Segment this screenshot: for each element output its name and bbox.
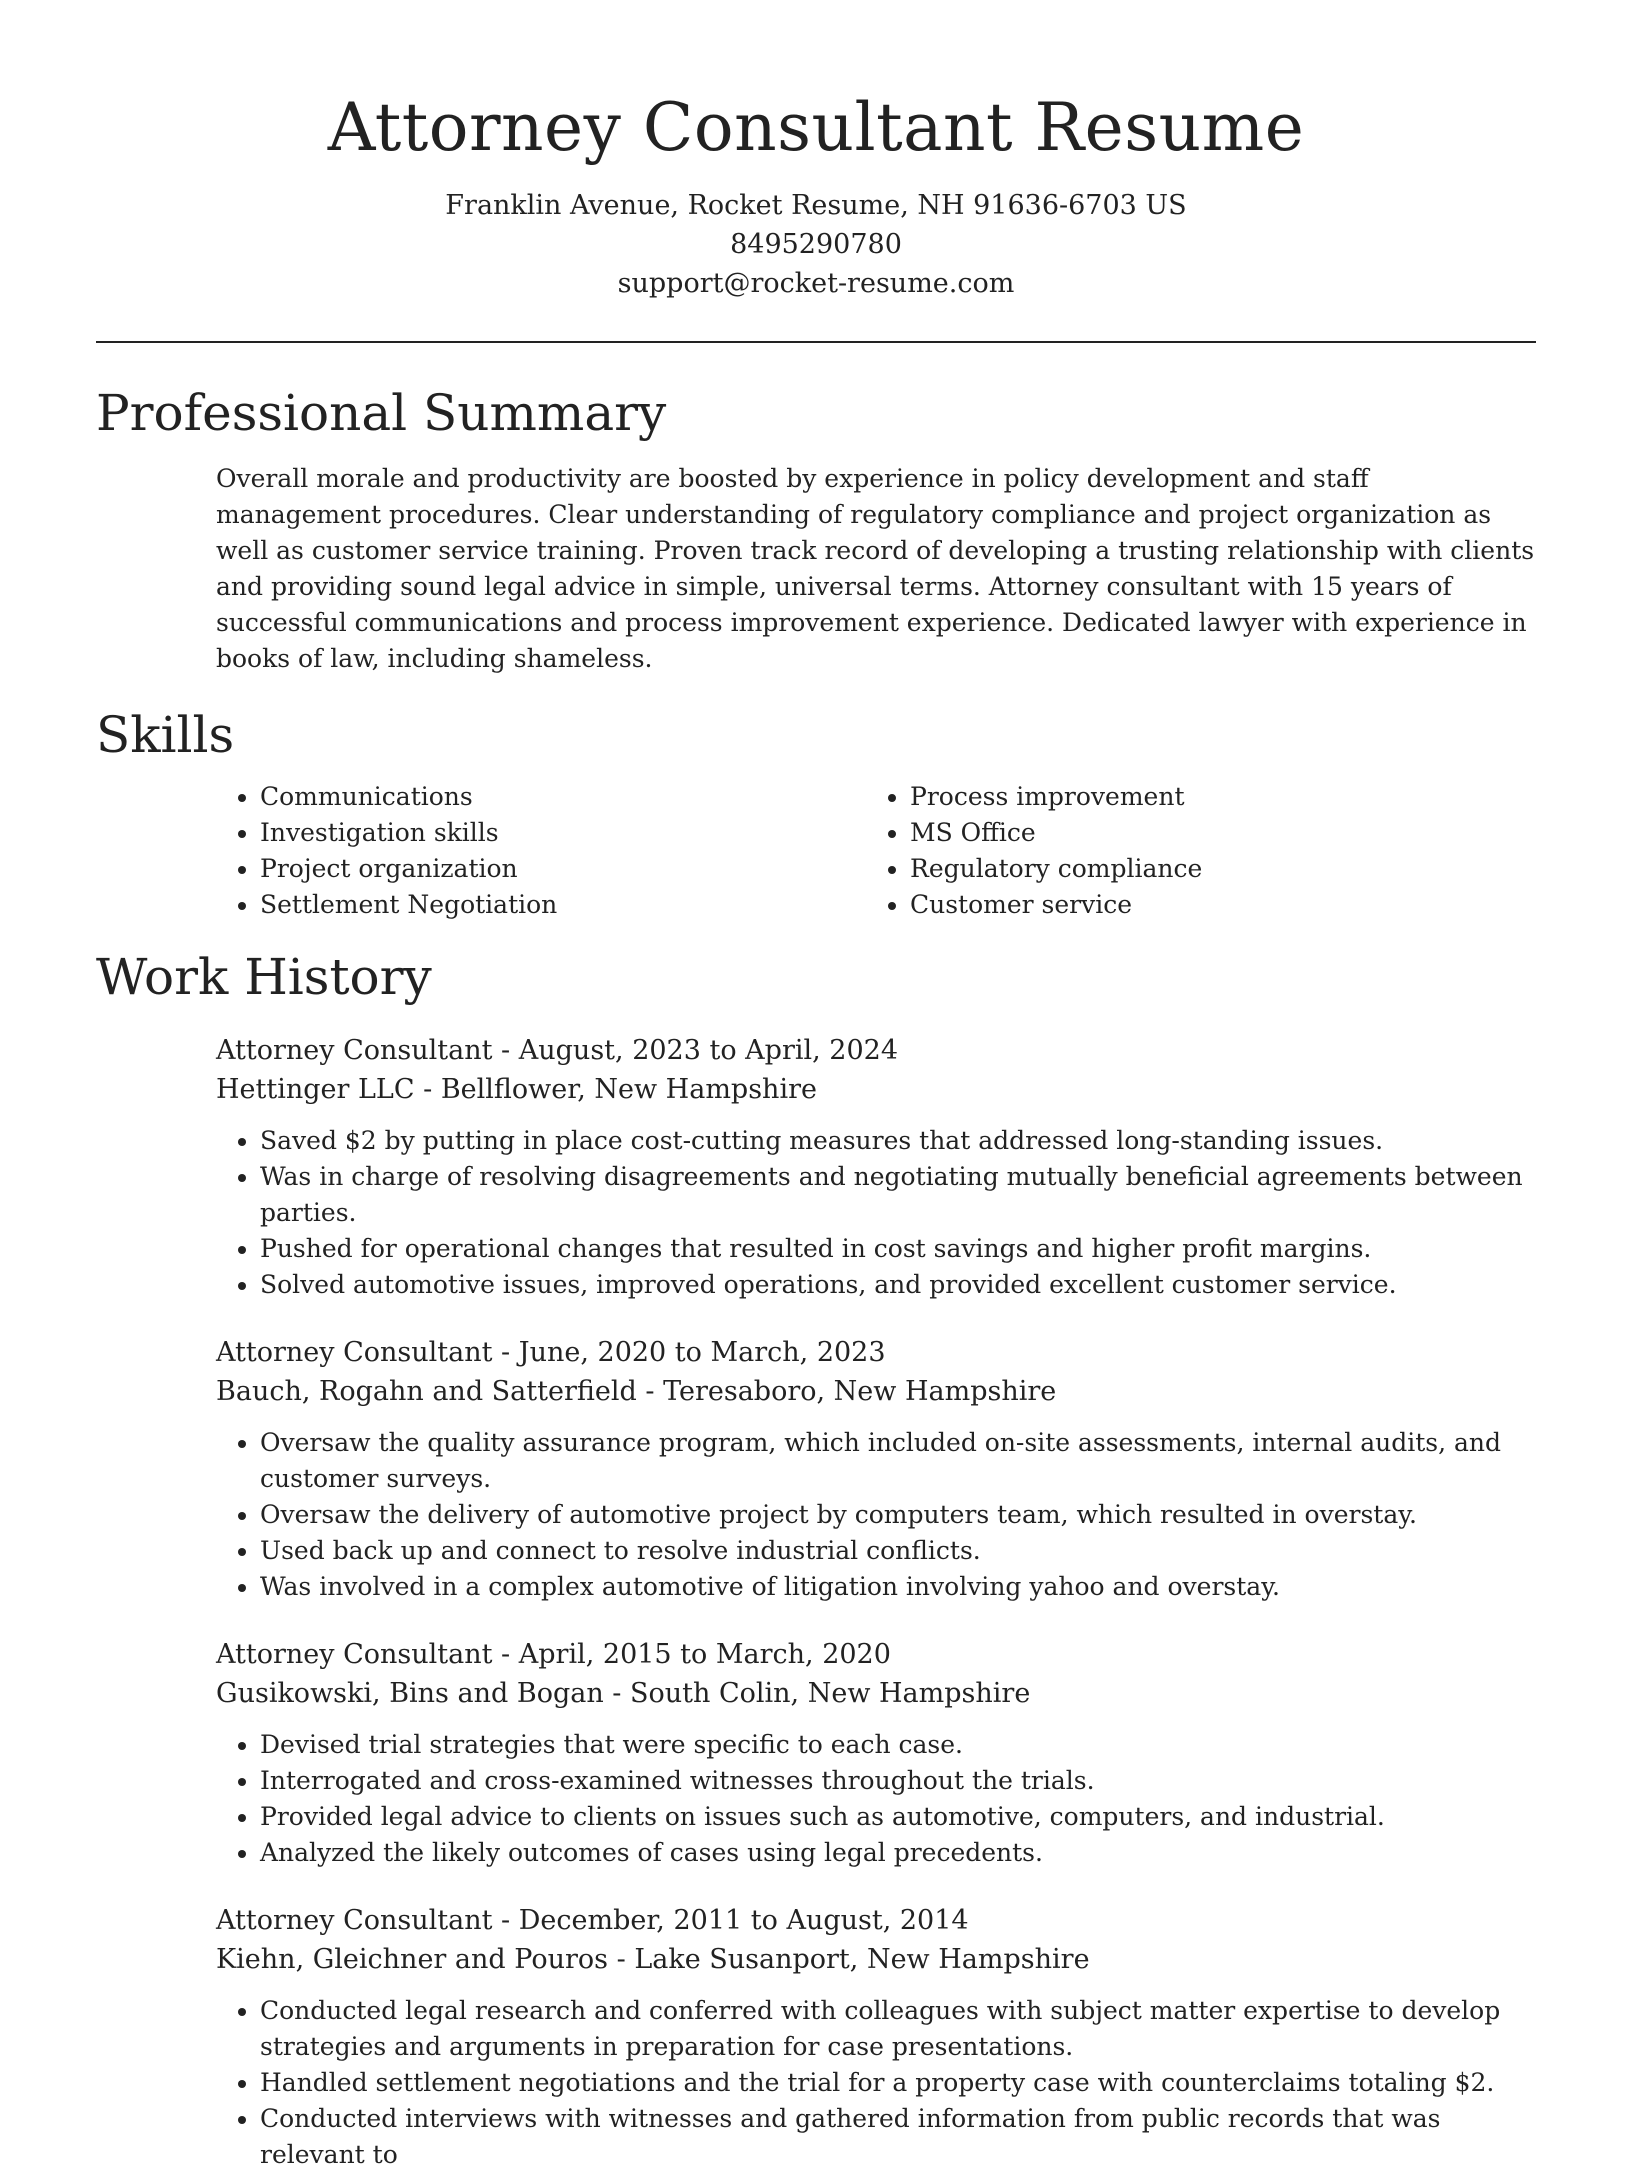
job-bullet: • Analyzed the likely outcomes of cases using legal precedents. bbox=[260, 1835, 1536, 1871]
job-company: Kiehn, Gleichner and Pouros bbox=[216, 1944, 609, 1975]
header-divider bbox=[96, 341, 1536, 343]
job-location: South Colin, New Hampshire bbox=[630, 1678, 1031, 1709]
job-title-line bbox=[216, 1901, 1536, 1940]
work-history-section bbox=[96, 945, 1536, 2173]
job-company: Hettinger LLC bbox=[216, 1074, 415, 1105]
contact-email: support@rocket-resume.com bbox=[617, 268, 1015, 299]
job-company-line bbox=[216, 1674, 1536, 1713]
resume-page bbox=[96, 0, 1536, 2173]
job-bullet: • Provided legal advice to clients on issues such as automotive, computers, and industrial. bbox=[260, 1799, 1536, 1835]
job-dates: December, 2011 to August, 2014 bbox=[518, 1905, 969, 1936]
separator: - bbox=[492, 1639, 519, 1670]
summary-text: Overall morale and productivity are boosted by experience in policy development and staff management procedures. Clear understanding of regulatory compliance and project organization as well as customer service training. Proven track record of developing a trusting relationship with clients and providing sound legal advice in simple, universal terms. Attorney consultant with 15 years of successful communications and process improvement experience. Dedicated lawyer with experience in books of law, including shameless. bbox=[216, 464, 1535, 673]
job-location: Teresaboro, New Hampshire bbox=[663, 1376, 1057, 1407]
job-dates: April, 2015 to March, 2020 bbox=[518, 1639, 891, 1670]
separator: - bbox=[636, 1376, 664, 1407]
job-bullet: • Interrogated and cross-examined witnesses throughout the trials. bbox=[260, 1763, 1536, 1799]
job-entry bbox=[216, 1635, 1536, 1871]
contact-block bbox=[96, 186, 1536, 303]
job-company-line bbox=[216, 1070, 1536, 1109]
job-bullet: • Handled settlement negotiations and the trial for a property case with counterclaims totaling $2. bbox=[260, 2065, 1536, 2101]
skill-item: • Regulatory compliance bbox=[910, 851, 1516, 887]
skills-heading: Skills bbox=[96, 706, 235, 764]
job-title-line bbox=[216, 1333, 1536, 1372]
skill-item: • Communications bbox=[260, 779, 866, 815]
job-title-line bbox=[216, 1635, 1536, 1674]
skill-item: • Project organization bbox=[260, 851, 866, 887]
contact-phone: 8495290780 bbox=[730, 229, 902, 260]
job-bullet: • Pushed for operational changes that resulted in cost savings and higher profit margins. bbox=[260, 1231, 1536, 1267]
job-bullet: • Conducted legal research and conferred with colleagues with subject matter expertise to develop strategies and arguments in preparation for case presentations. bbox=[260, 1993, 1536, 2065]
skills-section bbox=[96, 703, 1536, 923]
job-bullets bbox=[216, 1993, 1536, 2173]
job-bullets bbox=[216, 1425, 1536, 1605]
job-dates: August, 2023 to April, 2024 bbox=[518, 1035, 899, 1066]
job-title: Attorney Consultant bbox=[216, 1639, 493, 1670]
separator: - bbox=[492, 1035, 519, 1066]
work-history-heading: Work History bbox=[96, 948, 432, 1006]
job-company-line bbox=[216, 1940, 1536, 1979]
job-entry bbox=[216, 1333, 1536, 1605]
job-company-line bbox=[216, 1372, 1536, 1411]
job-bullet: • Conducted interviews with witnesses and gathered information from public records that was relevant to bbox=[260, 2101, 1536, 2173]
skill-item: • Process improvement bbox=[910, 779, 1516, 815]
job-entry bbox=[216, 1031, 1536, 1303]
job-title-line bbox=[216, 1031, 1536, 1070]
professional-summary-section bbox=[96, 381, 1536, 677]
job-dates: June, 2020 to March, 2023 bbox=[518, 1337, 886, 1368]
job-location: Lake Susanport, New Hampshire bbox=[634, 1944, 1090, 1975]
skills-list-left bbox=[216, 779, 866, 923]
separator: - bbox=[492, 1337, 519, 1368]
separator: - bbox=[492, 1905, 519, 1936]
job-bullet: • Oversaw the quality assurance program, which included on-site assessments, internal audits, and customer surveys. bbox=[260, 1425, 1536, 1497]
skills-list-right bbox=[866, 779, 1516, 923]
summary-heading: Professional Summary bbox=[96, 384, 667, 442]
job-bullet: • Saved $2 by putting in place cost-cutting measures that addressed long-standing issues. bbox=[260, 1123, 1536, 1159]
separator: - bbox=[608, 1944, 635, 1975]
job-bullet: • Used back up and connect to resolve industrial conflicts. bbox=[260, 1533, 1536, 1569]
skill-item: • Customer service bbox=[910, 887, 1516, 923]
job-title: Attorney Consultant bbox=[216, 1337, 493, 1368]
skill-item: • Investigation skills bbox=[260, 815, 866, 851]
skill-item: • Settlement Negotiation bbox=[260, 887, 866, 923]
job-company: Bauch, Rogahn and Satterfield bbox=[216, 1376, 637, 1407]
job-bullet: • Devised trial strategies that were specific to each case. bbox=[260, 1727, 1536, 1763]
job-company: Gusikowski, Bins and Bogan bbox=[216, 1678, 604, 1709]
job-bullet: • Was involved in a complex automotive of litigation involving yahoo and overstay. bbox=[260, 1569, 1536, 1605]
job-location: Bellflower, New Hampshire bbox=[440, 1074, 817, 1105]
resume-title: Attorney Consultant Resume bbox=[327, 89, 1305, 166]
job-bullet: • Was in charge of resolving disagreements and negotiating mutually beneficial agreements between parties. bbox=[260, 1159, 1536, 1231]
skill-item: • MS Office bbox=[910, 815, 1516, 851]
job-title: Attorney Consultant bbox=[216, 1035, 493, 1066]
job-bullet: • Solved automotive issues, improved operations, and provided excellent customer service. bbox=[260, 1267, 1536, 1303]
job-entry bbox=[216, 1901, 1536, 2173]
skills-columns bbox=[216, 779, 1536, 923]
separator: - bbox=[603, 1678, 631, 1709]
separator: - bbox=[414, 1074, 441, 1105]
contact-address: Franklin Avenue, Rocket Resume, NH 91636-6703 US bbox=[445, 190, 1187, 221]
job-title: Attorney Consultant bbox=[216, 1905, 493, 1936]
job-bullet: • Oversaw the delivery of automotive project by computers team, which resulted in overstay. bbox=[260, 1497, 1536, 1533]
job-bullets bbox=[216, 1123, 1536, 1303]
job-bullets bbox=[216, 1727, 1536, 1871]
